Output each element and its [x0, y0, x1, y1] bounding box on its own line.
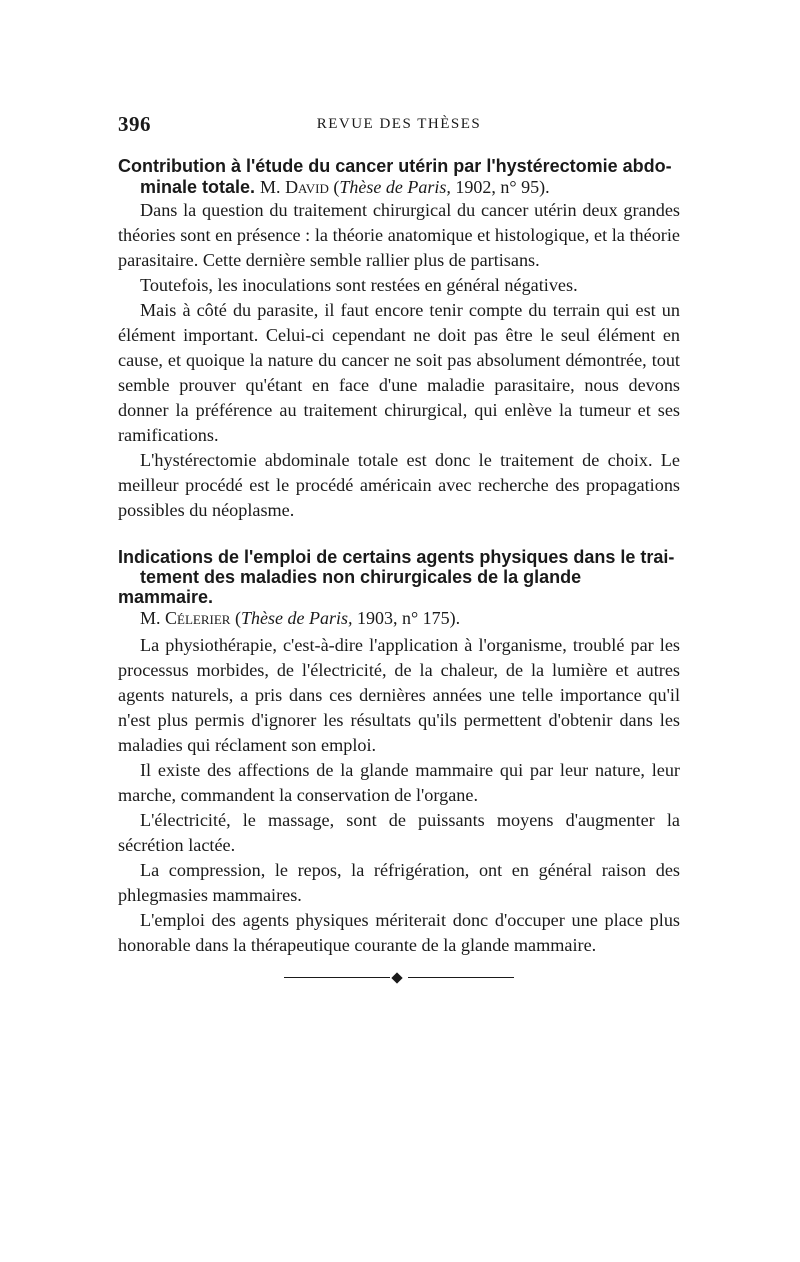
- article-title-line: Contribution à l'étude du cancer utérin par l'hystérectomie abdo-: [118, 156, 672, 176]
- paragraph: Il existe des affections de la glande mammaire qui par leur nature, leur marche, commandent la conservation de l'organe.: [118, 760, 680, 805]
- paragraph: La compression, le repos, la réfrigération, ont en général raison des phlegmasies mammaires.: [118, 860, 680, 905]
- article-body: [118, 633, 680, 958]
- article-celerier: [118, 547, 680, 958]
- paragraph: Toutefois, les inoculations sont restées en général négatives.: [140, 275, 578, 295]
- article-citation: M. Célerier (Thèse de Paris, 1903, n° 175).: [140, 608, 461, 628]
- paragraph: L'emploi des agents physiques mériterait donc d'occuper une place plus honorable dans la thérapeutique courante de la glande mammaire.: [118, 910, 680, 955]
- author-prefix: M.: [140, 608, 161, 628]
- article-body: [118, 198, 680, 523]
- diamond-icon: [391, 972, 402, 983]
- paragraph: L'hystérectomie abdominale totale est donc le traitement de choix. Le meilleur procédé est le procédé américain avec recherche des propagations possibles du néoplasme.: [118, 450, 680, 520]
- ornament-rule-left: [284, 977, 390, 978]
- source-year: 1902, n° 95).: [455, 177, 550, 197]
- author-name: Célerier: [165, 608, 231, 628]
- article-title: [118, 156, 680, 198]
- source-title: Thèse de Paris,: [339, 177, 451, 197]
- section-end-ornament: [284, 972, 514, 984]
- author-name: David: [285, 177, 329, 197]
- article-title: [118, 547, 680, 607]
- paragraph: Dans la question du traitement chirurgical du cancer utérin deux grandes théories sont en présence : la théorie anatomique et histologique, et la théorie parasitaire. Cette dernière semble rallier plus de partisans.: [118, 200, 680, 270]
- paragraph: L'électricité, le massage, sont de puissants moyens d'augmenter la sécrétion lactée.: [118, 810, 680, 855]
- source-year: 1903, n° 175).: [356, 608, 461, 628]
- author-prefix: M.: [260, 177, 281, 197]
- article-citation: M. David (Thèse de Paris, 1902, n° 95).: [260, 177, 550, 197]
- source-title: Thèse de Paris,: [240, 608, 353, 628]
- article-title-line: Indications de l'emploi de certains agents physiques dans le trai-: [118, 547, 675, 567]
- article-title-line: tement des maladies non chirurgicales de la glande mammaire.: [118, 567, 582, 607]
- paragraph: Mais à côté du parasite, il faut encore tenir compte du terrain qui est un élément important. Celui-ci cependant ne doit pas être le seul élément en cause, et quoique la nature du cancer ne soit pas absolument démontrée, tout semble prouver qu'étant en face d'une maladie parasitaire, nous devons donner la préférence au traitement chirurgical, qui enlève la tumeur et ses ramifications.: [118, 300, 680, 445]
- ornament-rule-right: [408, 977, 514, 978]
- paragraph: La physiothérapie, c'est-à-dire l'application à l'organisme, troublé par les processus morbides, de l'électricité, de la chaleur, de la lumière et autres agents naturels, a pris dans ces dernières années une telle importance qu'il n'est plus permis d'ignorer les résultats qu'ils permettent d'obtenir dans les maladies qui réclament son emploi.: [118, 635, 680, 755]
- document-page: [118, 112, 680, 984]
- article-david: [118, 156, 680, 523]
- running-title: REVUE DES THÈSES: [316, 116, 482, 132]
- page-number: 396: [118, 112, 151, 136]
- article-title-line: minale totale.: [140, 177, 256, 197]
- running-header: [118, 112, 680, 138]
